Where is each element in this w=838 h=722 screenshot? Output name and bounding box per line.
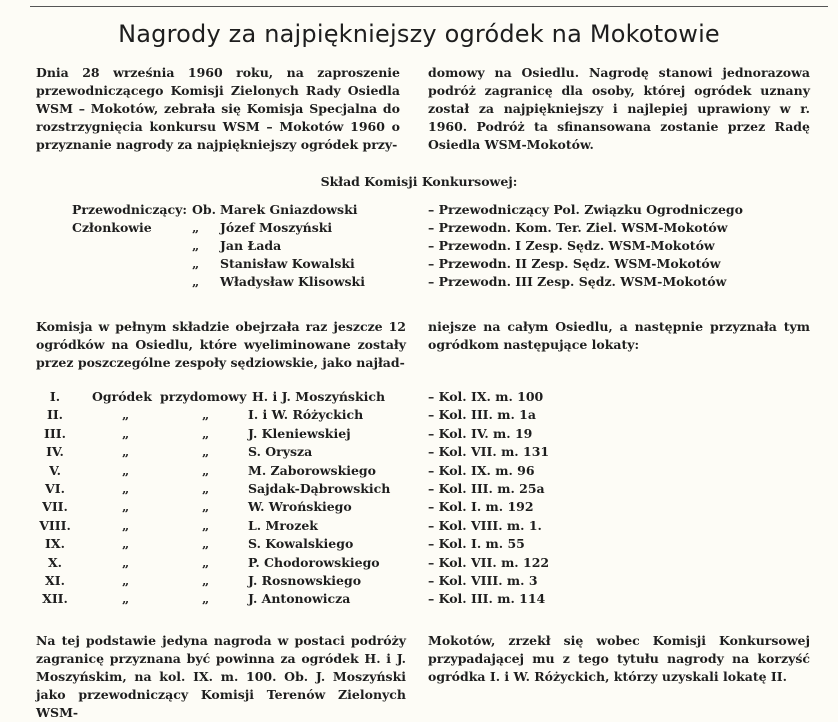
placing-ditto-2: „ bbox=[202, 407, 210, 423]
placing-address: – Kol. I. m. 55 bbox=[428, 536, 525, 552]
placing-address: – Kol. IV. m. 19 bbox=[428, 425, 533, 441]
placings-list bbox=[30, 388, 730, 609]
committee-heading: Skład Komisji Konkursowej: bbox=[320, 174, 518, 189]
intro-left-column: Dnia 28 września 1960 roku, na zaproszenie przewodniczącego Komisji Zielonych Rady Osiedla WSM – Mokotów, zebrała się Komisja Specjalna do rozstrzygnięcia konkursu WSM – Mokotów 1960 o przyznanie nagrody za najpiękniejszy ogródek przy- bbox=[36, 65, 400, 152]
placing-ditto-2: „ bbox=[202, 425, 210, 441]
placing-address: – Kol. VIII. m. 1. bbox=[428, 517, 542, 533]
placing-number: II. bbox=[46, 407, 64, 423]
placing-ditto-2: „ bbox=[202, 480, 210, 496]
placing-address: – Kol. I. m. 192 bbox=[428, 499, 534, 515]
placing-ditto-1: „ bbox=[122, 536, 130, 552]
committee-mark: „ bbox=[192, 256, 200, 271]
committee-mark: „ bbox=[192, 238, 200, 253]
placing-row bbox=[30, 535, 730, 553]
placing-ditto-1: „ bbox=[122, 591, 130, 607]
placing-address: – Kol. IX. m. 96 bbox=[428, 462, 535, 478]
committee-mark: „ bbox=[192, 220, 200, 235]
placing-ditto-2: „ bbox=[202, 462, 210, 478]
placing-ditto-2: „ bbox=[202, 536, 210, 552]
committee-row bbox=[72, 273, 772, 291]
placing-number: IV. bbox=[46, 444, 64, 460]
committee-row bbox=[72, 237, 772, 255]
placing-name: J. Antonowicza bbox=[248, 591, 351, 607]
placing-ditto-2: przydomowy bbox=[160, 389, 247, 404]
placing-address: – Kol. VII. m. 122 bbox=[428, 554, 550, 570]
committee-name: Władysław Klisowski bbox=[220, 274, 365, 289]
middle-left-column: Komisja w pełnym składzie obejrzała raz jeszcze 12 ogródków na Osiedlu, które wyeliminowane zostały przez poszczególne zespoły sędziowskie, jako najład- bbox=[36, 319, 406, 370]
committee-name: Stanisław Kowalski bbox=[220, 256, 355, 271]
committee-function: – Przewodn. III Zesp. Sędz. WSM-Mokotów bbox=[428, 274, 727, 289]
closing-left-column: Na tej podstawie jedyna nagroda w postaci podróży zagranicę przyznana być powinna za ogródek H. i J. Moszyńskim, na kol. IX. m. 100. Ob. J. Moszyński jako przewodniczący Komisji Terenów Zielonych WSM- bbox=[36, 633, 406, 720]
placing-number: V. bbox=[49, 462, 61, 478]
placing-name: M. Zaborowskiego bbox=[248, 462, 377, 478]
placing-ditto-2: „ bbox=[202, 517, 210, 533]
placing-address: – Kol. III. m. 25a bbox=[428, 480, 545, 496]
placing-ditto-2: „ bbox=[202, 591, 210, 607]
placing-ditto-1: „ bbox=[122, 462, 130, 478]
placing-row bbox=[30, 406, 730, 424]
placing-row bbox=[30, 590, 730, 608]
placing-name: J. Rosnowskiego bbox=[248, 572, 362, 588]
placing-row bbox=[30, 572, 730, 590]
placing-ditto-1: „ bbox=[122, 572, 130, 588]
placing-name: S. Kowalskiego bbox=[248, 536, 354, 552]
closing-right-column: Mokotów, zrzekł się wobec Komisji Konkursowej przypadającej mu z tego tytułu nagrody na korzyść ogródka I. i W. Różyckich, którzy uzyskali lokatę II. bbox=[428, 633, 810, 684]
placing-number: I. bbox=[49, 389, 61, 404]
middle-right-column: niejsze na całym Osiedlu, a następnie przyznała tym ogródkom następujące lokaty: bbox=[428, 319, 810, 352]
placing-number: XII. bbox=[42, 591, 68, 607]
placing-number: XI. bbox=[45, 572, 65, 588]
committee-list bbox=[72, 201, 772, 291]
committee-mark: „ bbox=[192, 274, 200, 289]
placing-row bbox=[30, 498, 730, 516]
placing-ditto-1: „ bbox=[122, 425, 130, 441]
placing-ditto-2: „ bbox=[202, 499, 210, 515]
committee-row bbox=[72, 255, 772, 273]
placing-address: – Kol. III. m. 1a bbox=[428, 407, 536, 423]
committee-function: – Przewodn. I Zesp. Sędz. WSM-Mokotów bbox=[428, 238, 715, 253]
committee-name: Marek Gniazdowski bbox=[220, 202, 358, 217]
placing-address: – Kol. VII. m. 131 bbox=[428, 444, 550, 460]
placing-name: H. i J. Moszyńskich bbox=[252, 389, 386, 404]
placing-row bbox=[30, 517, 730, 535]
placing-row bbox=[30, 462, 730, 480]
placing-row bbox=[30, 425, 730, 443]
placing-number: III. bbox=[44, 425, 66, 441]
placing-ditto-1: „ bbox=[122, 480, 130, 496]
placing-number: VII. bbox=[42, 499, 68, 515]
top-rule bbox=[30, 6, 828, 7]
placing-address: – Kol. III. m. 114 bbox=[428, 591, 546, 607]
placing-name: W. Wrońskiego bbox=[248, 499, 352, 515]
article-title: Nagrody za najpiękniejszy ogródek na Mokotowie bbox=[118, 20, 720, 48]
placing-row bbox=[30, 443, 730, 461]
placing-ditto-1: „ bbox=[122, 554, 130, 570]
placing-address: – Kol. IX. m. 100 bbox=[428, 389, 544, 404]
committee-row bbox=[72, 219, 772, 237]
placing-name: Sajdak-Dąbrowskich bbox=[248, 480, 391, 496]
committee-function: – Przewodn. II Zesp. Sędz. WSM-Mokotów bbox=[428, 256, 721, 271]
placing-name: I. i W. Różyckich bbox=[248, 407, 364, 423]
placing-ditto-1: Ogródek bbox=[92, 389, 152, 404]
placing-row bbox=[30, 388, 730, 406]
placing-number: VI. bbox=[45, 480, 65, 496]
placing-row bbox=[30, 480, 730, 498]
placing-number: X. bbox=[47, 554, 63, 570]
placing-name: S. Orysza bbox=[248, 444, 313, 460]
placing-name: L. Mrozek bbox=[248, 517, 318, 533]
committee-role: Przewodniczący: bbox=[72, 202, 188, 217]
placing-ditto-1: „ bbox=[122, 499, 130, 515]
committee-name: Józef Moszyński bbox=[220, 220, 333, 235]
placing-ditto-2: „ bbox=[202, 572, 210, 588]
committee-function: – Przewodniczący Pol. Związku Ogrodniczego bbox=[428, 202, 744, 217]
placing-ditto-1: „ bbox=[122, 517, 130, 533]
placing-number: IX. bbox=[45, 536, 65, 552]
placing-name: P. Chodorowskiego bbox=[248, 554, 380, 570]
committee-mark: Ob. bbox=[192, 202, 216, 217]
placing-address: – Kol. VIII. m. 3 bbox=[428, 572, 538, 588]
placing-name: J. Kleniewskiej bbox=[248, 425, 351, 441]
committee-function: – Przewodn. Kom. Ter. Ziel. WSM-Mokotów bbox=[428, 220, 728, 235]
intro-right-column: domowy na Osiedlu. Nagrodę stanowi jednorazowa podróż zagranicę dla osoby, której ogródek uznany został za najpiękniejszy i najlepiej uprawiony w r. 1960. Podróż ta sfinansowana zostanie przez Radę Osiedla WSM-Mokotów. bbox=[428, 65, 810, 152]
placing-row bbox=[30, 554, 730, 572]
placing-ditto-1: „ bbox=[122, 407, 130, 423]
placing-ditto-2: „ bbox=[202, 444, 210, 460]
placing-number: VIII. bbox=[39, 517, 71, 533]
placing-ditto-2: „ bbox=[202, 554, 210, 570]
committee-row bbox=[72, 201, 772, 219]
committee-name: Jan Łada bbox=[220, 238, 282, 253]
committee-role: Członkowie bbox=[72, 220, 152, 235]
placing-ditto-1: „ bbox=[122, 444, 130, 460]
